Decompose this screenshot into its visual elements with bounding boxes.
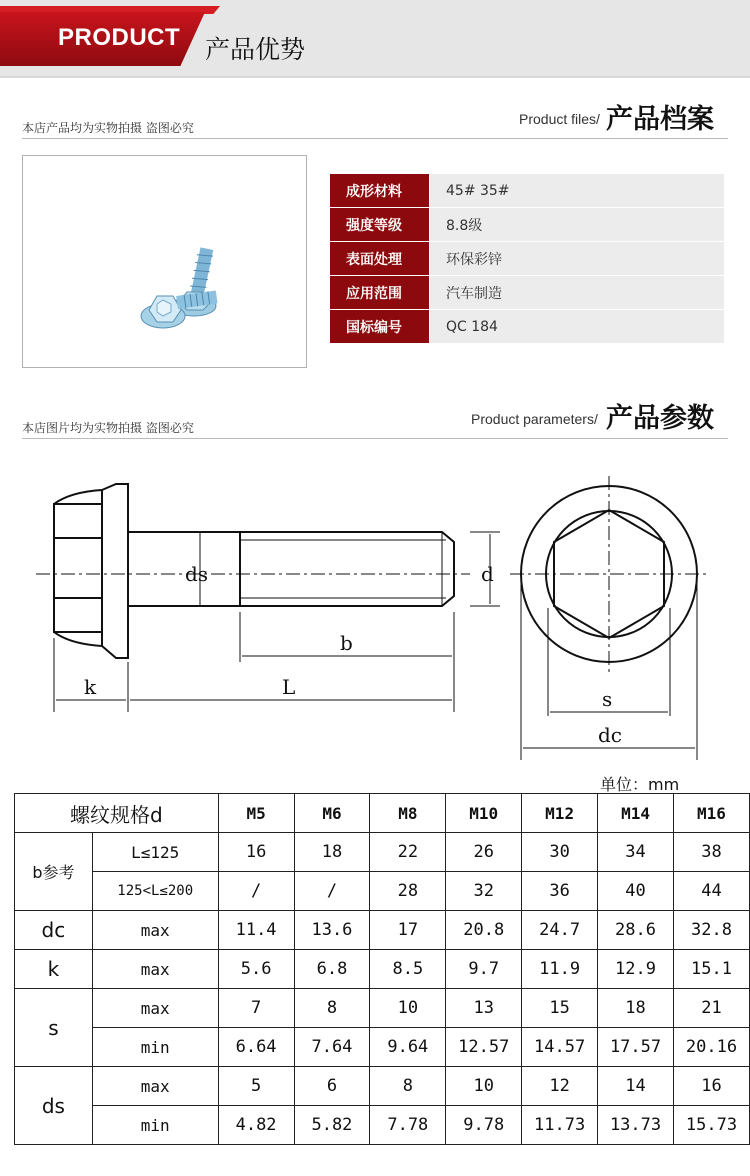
table-cell: 21: [673, 989, 749, 1028]
table-cell: 24.7: [522, 911, 598, 950]
table-cell: 28.6: [598, 911, 674, 950]
spec-header-label: 螺纹规格d: [15, 794, 219, 833]
k-sub: max: [92, 950, 218, 989]
table-cell: 15: [522, 989, 598, 1028]
table-cell: 28: [370, 872, 446, 911]
table-cell: 13.73: [598, 1106, 674, 1145]
dim-ds-label: ds: [185, 562, 209, 586]
ds-param-label: ds: [15, 1067, 93, 1145]
table-cell: 10: [370, 989, 446, 1028]
table-cell: 6: [294, 1067, 370, 1106]
params-note: 本店图片均为实物拍摄 盗图必究: [22, 421, 194, 435]
table-cell: 26: [446, 833, 522, 872]
table-cell: 5.6: [218, 950, 294, 989]
table-cell: 22: [370, 833, 446, 872]
thread-outline: [240, 532, 454, 606]
table-cell: 8: [294, 989, 370, 1028]
table-cell: 44: [673, 872, 749, 911]
table-cell: 6.64: [218, 1028, 294, 1067]
table-row: [15, 833, 750, 872]
table-cell: 17: [370, 911, 446, 950]
files-row: [330, 310, 724, 344]
table-cell: 11.73: [522, 1106, 598, 1145]
table-cell: 7.64: [294, 1028, 370, 1067]
dc-param-label: dc: [15, 911, 93, 950]
product-files-table: [330, 174, 724, 344]
shank-outline: [128, 532, 240, 606]
table-cell: 30: [522, 833, 598, 872]
table-cell: 11.4: [218, 911, 294, 950]
table-cell: 5: [218, 1067, 294, 1106]
table-row: [15, 1067, 750, 1106]
table-cell: 32: [446, 872, 522, 911]
files-row: [330, 208, 724, 242]
table-row: [15, 989, 750, 1028]
table-cell: 8: [370, 1067, 446, 1106]
table-cell: 40: [598, 872, 674, 911]
table-cell: 14: [598, 1067, 674, 1106]
dim-d-label: d: [481, 562, 494, 586]
table-cell: 34: [598, 833, 674, 872]
files-row-key: 国标编号: [330, 310, 429, 343]
files-divider: [22, 138, 728, 139]
files-note: 本店产品均为实物拍摄 盗图必究: [22, 121, 194, 135]
table-cell: 9.64: [370, 1028, 446, 1067]
files-row: [330, 242, 724, 276]
files-row-key: 应用范围: [330, 276, 429, 309]
files-title-en: Product files/: [519, 111, 600, 127]
dim-dc-label: dc: [598, 723, 623, 747]
spec-table: [14, 793, 750, 1145]
dim-L-label: L: [282, 675, 296, 699]
bolt-photo-icon: [23, 156, 308, 369]
params-divider: [22, 438, 728, 439]
size-header: M6: [294, 794, 370, 833]
files-row: [330, 276, 724, 310]
table-cell: 15.1: [673, 950, 749, 989]
files-row-value: QC 184: [429, 310, 724, 343]
files-row: [330, 174, 724, 208]
banner-badge-text: PRODUCT: [58, 24, 181, 51]
table-cell: 36: [522, 872, 598, 911]
table-cell: 7: [218, 989, 294, 1028]
unit-label: 单位：mm: [600, 775, 680, 794]
table-cell: 16: [218, 833, 294, 872]
table-cell: 20.16: [673, 1028, 749, 1067]
spec-header-row: [15, 794, 750, 833]
table-cell: 17.57: [598, 1028, 674, 1067]
ds-max-sub: max: [92, 1067, 218, 1106]
table-cell: 38: [673, 833, 749, 872]
files-row-value: 汽车制造: [429, 276, 724, 309]
b-cond: 125<L≤200: [92, 872, 218, 911]
table-cell: 8.5: [370, 950, 446, 989]
bolt-head-outline: [54, 504, 102, 632]
files-row-key: 强度等级: [330, 208, 429, 241]
files-row-key: 成形材料: [330, 174, 429, 207]
size-header: M5: [218, 794, 294, 833]
size-header: M12: [522, 794, 598, 833]
table-cell: /: [294, 872, 370, 911]
table-cell: 18: [294, 833, 370, 872]
b-param-label: b参考: [15, 833, 93, 911]
size-header: M8: [370, 794, 446, 833]
ds-min-sub: min: [92, 1106, 218, 1145]
table-cell: 4.82: [218, 1106, 294, 1145]
table-cell: 13: [446, 989, 522, 1028]
table-cell: 6.8: [294, 950, 370, 989]
files-row-key: 表面处理: [330, 242, 429, 275]
table-cell: 9.78: [446, 1106, 522, 1145]
table-cell: 9.7: [446, 950, 522, 989]
size-header: M14: [598, 794, 674, 833]
header-banner: [0, 0, 750, 78]
flange-outline: [102, 484, 128, 658]
table-cell: 7.78: [370, 1106, 446, 1145]
banner-title: 产品优势: [205, 35, 306, 64]
product-photo: [22, 155, 307, 368]
files-row-value: 45# 35#: [429, 174, 724, 207]
dim-k-label: k: [84, 675, 97, 699]
dim-s-label: s: [602, 687, 613, 711]
table-cell: 14.57: [522, 1028, 598, 1067]
s-max-sub: max: [92, 989, 218, 1028]
table-cell: 12.57: [446, 1028, 522, 1067]
s-param-label: s: [15, 989, 93, 1067]
params-title-cn: 产品参数: [606, 403, 714, 434]
table-cell: /: [218, 872, 294, 911]
files-row-value: 环保彩锌: [429, 242, 724, 275]
table-cell: 12.9: [598, 950, 674, 989]
table-cell: 32.8: [673, 911, 749, 950]
table-row: [15, 1028, 750, 1067]
table-cell: 5.82: [294, 1106, 370, 1145]
table-cell: 11.9: [522, 950, 598, 989]
table-cell: 15.73: [673, 1106, 749, 1145]
table-cell: 10: [446, 1067, 522, 1106]
dim-b-label: b: [340, 631, 353, 655]
dc-sub: max: [92, 911, 218, 950]
table-row: [15, 872, 750, 911]
params-title-en: Product parameters/: [471, 411, 598, 427]
table-row: [15, 950, 750, 989]
table-cell: 16: [673, 1067, 749, 1106]
table-row: [15, 1106, 750, 1145]
files-row-value: 8.8级: [429, 208, 724, 241]
s-min-sub: min: [92, 1028, 218, 1067]
table-cell: 20.8: [446, 911, 522, 950]
size-header: M16: [673, 794, 749, 833]
technical-drawing: [0, 462, 750, 772]
b-cond: L≤125: [92, 833, 218, 872]
files-title-cn: 产品档案: [606, 104, 714, 135]
table-row: [15, 911, 750, 950]
table-cell: 18: [598, 989, 674, 1028]
table-cell: 12: [522, 1067, 598, 1106]
table-cell: 13.6: [294, 911, 370, 950]
size-header: M10: [446, 794, 522, 833]
k-param-label: k: [15, 950, 93, 989]
